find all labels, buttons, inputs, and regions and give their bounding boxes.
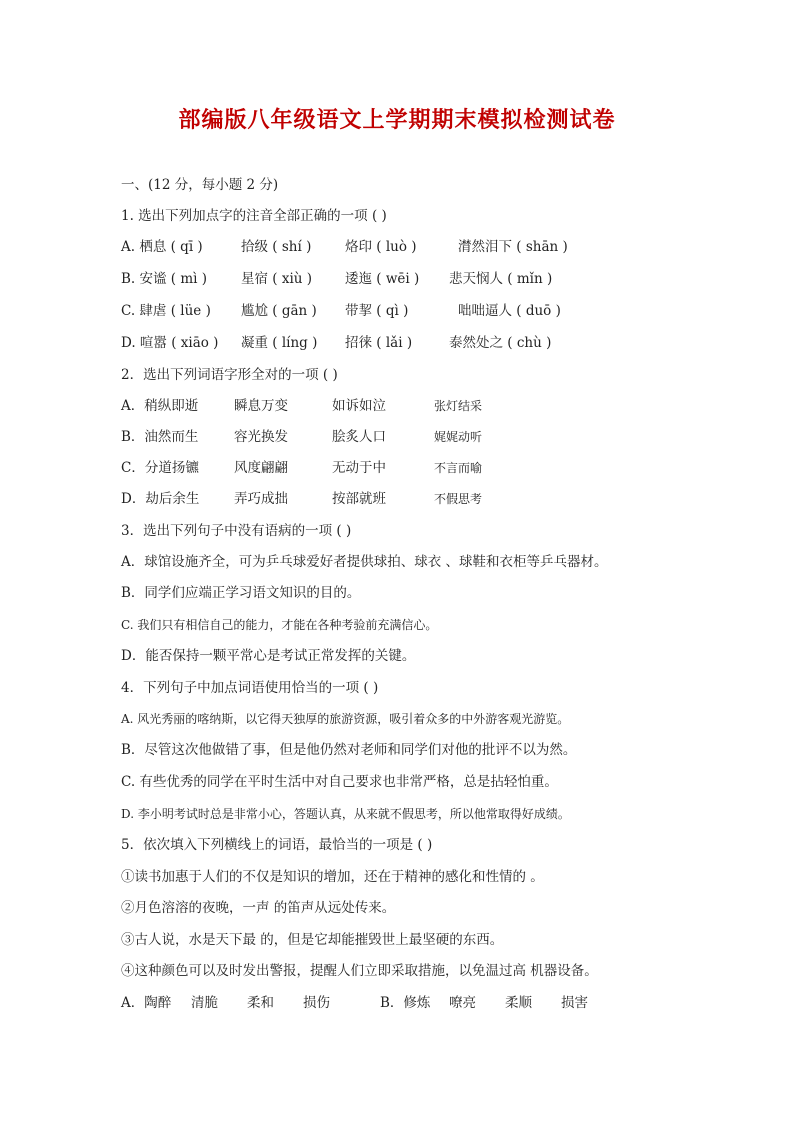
q1-option-d4: 泰然处之 ( chù ) <box>449 335 552 351</box>
q4-option-d: D. 李小明考试时总是非常小心，答题认真，从来就不假思考，所以他常取得好成绩。 <box>121 807 570 821</box>
q4-option-c: C. 有些优秀的同学在平时生活中对自己要求也非常严格，总是拈轻怕重。 <box>121 774 558 790</box>
q2-option-a4: 张灯结采 <box>434 399 483 413</box>
q2-option-a1: A．稍纵即逝 <box>121 398 199 414</box>
q2-option-d3: 按部就班 <box>332 491 386 507</box>
q5-sentence-3: ③古人说，水是天下最 的，但是它却能摧毁世上最坚硬的东西。 <box>121 932 504 948</box>
q1-option-c2: 尴尬 ( gān ) <box>241 303 317 319</box>
q5-sentence-2: ②月色溶溶的夜晚，一声 的笛声从远处传来。 <box>121 900 396 916</box>
q4-option-b: B．尽管这次他做错了事，但是他仍然对老师和同学们对他的批评不以为然。 <box>121 742 577 758</box>
question-3-stem: 3．选出下列句子中没有语病的一项 ( ) <box>121 523 352 539</box>
q5-sentence-4: ④这种颜色可以及时发出警报，提醒人们立即采取措施，以免温过高 机器设备。 <box>121 963 598 979</box>
q1-option-d2: 凝重 ( líng ) <box>241 335 318 351</box>
q2-option-d2: 弄巧成拙 <box>234 491 288 507</box>
q2-option-b1: B．油然而生 <box>121 429 199 445</box>
question-1-stem: 1. 选出下列加点字的注音全部正确的一项 ( ) <box>121 208 387 224</box>
q1-option-d1: D. 喧嚣 ( xiāo ) <box>121 335 219 351</box>
q5-option-b1: B．修炼 <box>380 995 431 1011</box>
q1-option-c4: 咄咄逼人 ( duō ) <box>458 303 561 319</box>
q3-option-c: C. 我们只有相信自己的能力，才能在各种考验前充满信心。 <box>121 618 438 632</box>
question-4-stem: 4．下列句子中加点词语使用恰当的一项 ( ) <box>121 680 379 696</box>
page-title: 部编版八年级语文上学期期末模拟检测试卷 <box>178 107 616 133</box>
q1-option-c3: 带挈 ( qì ) <box>345 303 409 319</box>
q2-option-c1: C．分道扬镳 <box>121 460 199 476</box>
q2-option-d4: 不假思考 <box>434 492 483 506</box>
q5-option-b2: 嘹亮 <box>449 995 476 1011</box>
q1-option-c1: C. 肆虐 ( lüe ) <box>121 303 211 319</box>
q2-option-d1: D．劫后余生 <box>121 491 200 507</box>
question-2-stem: 2．选出下列词语字形全对的一项 ( ) <box>121 367 338 383</box>
q2-option-c3: 无动于中 <box>332 460 386 476</box>
q1-option-a1: A. 栖息 ( qī ) <box>121 239 203 255</box>
q1-option-b1: B. 安谧 ( mì ) <box>121 271 208 287</box>
question-5-stem: 5．依次填入下列横线上的词语，最恰当的一项是 ( ) <box>121 837 433 853</box>
q1-option-b2: 星宿 ( xiù ) <box>241 271 313 287</box>
q1-option-d3: 招徕 ( lǎi ) <box>345 335 413 351</box>
q1-option-a2: 拾级 ( shí ) <box>241 239 312 255</box>
q2-option-a3: 如诉如泣 <box>332 398 386 414</box>
q3-option-d: D．能否保持一颗平常心是考试正常发挥的关键。 <box>121 648 416 664</box>
q2-option-c4: 不言而喻 <box>434 461 483 475</box>
q3-option-a: A．球馆设施齐全，可为乒乓球爱好者提供球拍、球衣 、球鞋和衣柜等乒乓器材。 <box>121 554 608 570</box>
q5-option-a1: A．陶醉 <box>121 995 172 1011</box>
q5-option-a3: 柔和 <box>247 995 274 1011</box>
q1-option-a3: 烙印 ( luò ) <box>345 239 417 255</box>
q1-option-a4: 潸然泪下 ( shān ) <box>458 239 568 255</box>
q2-option-a2: 瞬息万变 <box>234 398 288 414</box>
q1-option-b3: 逶迤 ( wēi ) <box>345 271 420 287</box>
q2-option-c2: 风度翩翩 <box>234 460 288 476</box>
q5-option-b4: 损害 <box>561 995 588 1011</box>
q3-option-b: B．同学们应端正学习语文知识的目的。 <box>121 585 361 601</box>
q4-option-a: A. 风光秀丽的喀纳斯，以它得天独厚的旅游资源，吸引着众多的中外游客观光游览。 <box>121 712 570 726</box>
section-heading: 一、(12 分，每小题 2 分) <box>121 177 279 193</box>
q5-option-a2: 清脆 <box>191 995 218 1011</box>
q1-option-b4: 悲天悯人 ( mǐn ) <box>449 271 553 287</box>
q2-option-b3: 脍炙人口 <box>332 429 386 445</box>
q2-option-b2: 容光换发 <box>234 429 288 445</box>
q5-option-a4: 损伤 <box>303 995 330 1011</box>
q5-sentence-1: ①读书加惠于人们的不仅是知识的增加，还在于精神的感化和性情的 。 <box>121 869 544 885</box>
q2-option-b4: 娓娓动听 <box>434 430 483 444</box>
q5-option-b3: 柔顺 <box>505 995 532 1011</box>
